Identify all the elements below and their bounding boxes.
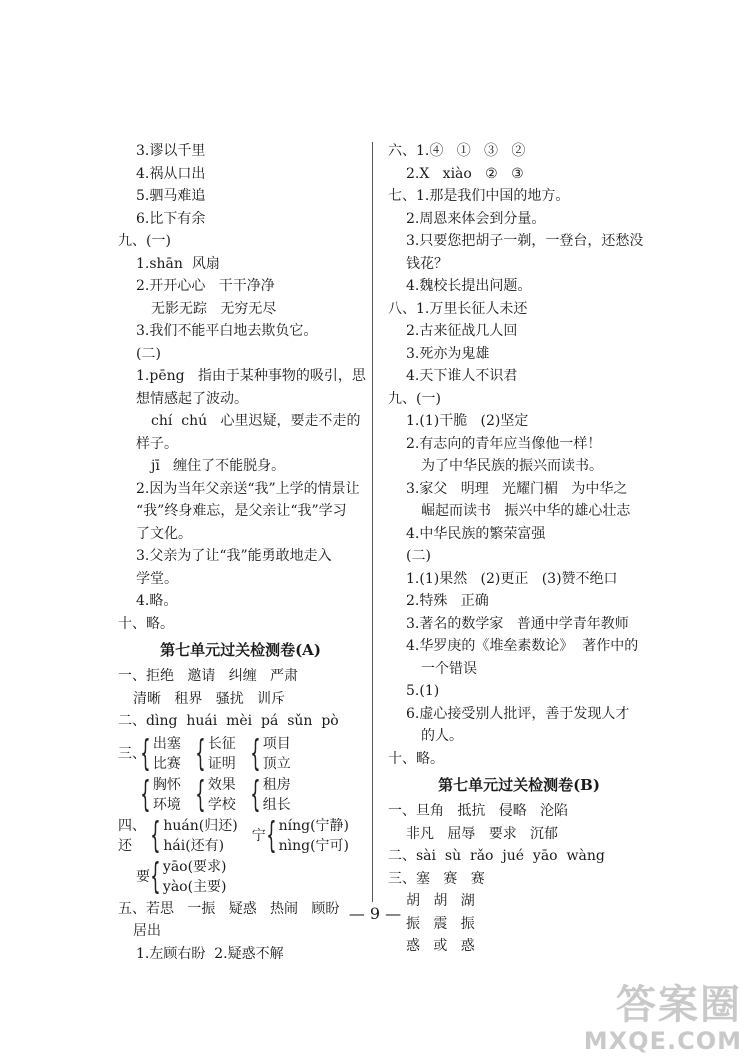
brace-icon: { [140, 773, 151, 815]
watermark-line: 答案圈 [616, 982, 742, 1028]
brace-icon: { [195, 773, 206, 815]
section-label: 四、还 [118, 817, 146, 854]
answer-line: 的人。 [421, 728, 463, 744]
answer-line: 为了中华民族的振兴而读书。 [421, 458, 603, 474]
answer-line: 4.中华民族的繁荣富强 [406, 525, 546, 542]
answer-line: 2.特殊 正确 [406, 593, 489, 609]
brace-item: yāo(要求) [162, 858, 227, 875]
answer-line: 2.因为当年父亲送“我”上学的情景让 [136, 480, 360, 497]
brace-prefix: 宁 [251, 827, 266, 844]
section-label: 三、 [118, 745, 146, 762]
section-subheading: (二) [136, 345, 161, 362]
answer-line: “我”终身难忘，是父亲让“我”学习 [136, 503, 347, 519]
brace-row [118, 816, 363, 856]
answer-line: 振 震 振 [406, 915, 475, 932]
answer-line: 1.左顾右盼 2.疑惑不解 [136, 945, 284, 962]
section-title-a: 第七单元过关检测卷(A) [160, 641, 321, 659]
answer-line: 1.pēng 指由于某种事物的吸引，思 [136, 368, 366, 384]
answer-line: 一个错误 [421, 660, 477, 677]
section-heading: 九、(一) [388, 390, 441, 407]
column-divider [372, 142, 373, 902]
brace-item: 效果 [207, 776, 236, 793]
answer-line: 4.祸从口出 [136, 165, 206, 182]
answer-line: 3.谬以千里 [136, 143, 206, 159]
brace-group [195, 734, 236, 774]
answer-line: chí chú 心里迟疑，要走不走的 [151, 413, 361, 429]
answer-line: 七、1.那是我们中国的地方。 [388, 188, 570, 204]
answer-line: 一、拒绝 邀请 纠缠 严肃 [118, 668, 299, 684]
answer-line: 钱花？ [406, 255, 448, 272]
brace-group [266, 816, 349, 856]
answer-line: 五、若思 一振 疑惑 热闹 顾盼 [118, 900, 340, 917]
brace-item: 学校 [207, 796, 236, 813]
page-number: — 9 — [348, 904, 402, 923]
brace-item: 组长 [262, 796, 291, 813]
answer-line: 学堂。 [136, 570, 178, 587]
answer-line: 4.魏校长提出问题。 [406, 278, 532, 294]
answer-line: 3.家父 明理 光耀门楣 为中华之 [406, 480, 628, 497]
answer-line: 3.死亦为鬼雄 [406, 345, 490, 362]
answer-line: 3.只要您把胡子一剃，一登台，还愁没 [406, 233, 644, 249]
answer-line: 居出 [133, 923, 161, 939]
brace-item: 顶立 [262, 755, 291, 772]
answer-line: 2.周恩来体会到分量。 [406, 210, 546, 227]
brace-group [140, 734, 181, 774]
answer-line: 无影无踪 无穷无尽 [151, 300, 277, 317]
brace-group [150, 816, 237, 856]
section-heading: 十、略。 [388, 750, 444, 767]
answer-line: 二、dìng huái mèi pá sǔn pò [118, 713, 339, 729]
answer-line: 二、sài sù rǎo jué yāo wàng [388, 848, 605, 864]
answer-line: 1.(1)干脆 (2)坚定 [406, 413, 529, 429]
brace-prefix: 要 [136, 868, 150, 885]
brace-row [118, 734, 363, 774]
answer-line: 了文化。 [136, 525, 192, 542]
answer-line: 6.虚心接受别人批评，善于发现人才 [406, 705, 630, 722]
answer-line: 1.(1)果然 (2)更正 (3)赞不绝口 [406, 570, 618, 587]
brace-item: nìng(宁可) [278, 837, 349, 854]
answer-line: 3.著名的数学家 普通中学青年教师 [406, 615, 629, 632]
brace-icon: { [140, 732, 151, 774]
brace-icon: { [150, 855, 161, 897]
brace-group [250, 775, 291, 815]
brace-icon: { [250, 732, 261, 774]
brace-item: 胸怀 [152, 776, 181, 793]
answer-line: 2.开开心心 干干净净 [136, 278, 275, 294]
section-heading: 九、(一) [118, 233, 171, 249]
left-column [118, 140, 366, 965]
answer-line: 一、旦角 抵抗 侵略 沦陷 [388, 803, 569, 819]
right-column [388, 140, 650, 958]
answer-line: 胡 胡 湖 [406, 893, 475, 909]
watermark-line: MXQE.COM [583, 1027, 742, 1055]
brace-item: hái(还有) [163, 837, 225, 854]
answer-line: 六、1.④ ① ③ ② [388, 143, 526, 159]
brace-row [118, 857, 363, 897]
brace-icon: { [195, 732, 206, 774]
section-title-b: 第七单元过关检测卷(B) [438, 776, 600, 794]
answer-line: 崛起而读书 振兴中华的雄心壮志 [421, 503, 631, 519]
section-heading: 十、略。 [118, 615, 174, 632]
answer-line: 想情感起了波动。 [136, 390, 248, 407]
brace-item: 出塞 [152, 735, 181, 752]
answer-line: 4.华罗庚的《堆垒素数论》 著作中的 [406, 638, 639, 654]
section-subheading: (二) [406, 548, 431, 564]
answer-line: 4.天下谁人不识君 [406, 368, 518, 384]
brace-item: 租房 [262, 776, 291, 793]
answer-line: 4.略。 [136, 593, 178, 609]
brace-icon: { [150, 814, 162, 856]
brace-item: 长征 [207, 735, 236, 752]
brace-item: níng(宁静) [278, 817, 349, 834]
answer-line: 清晰 租界 骚扰 训斥 [133, 690, 286, 707]
brace-item: 比赛 [152, 755, 181, 772]
brace-item: 项目 [262, 735, 291, 752]
watermark-logo [584, 983, 742, 1055]
brace-item: huán(归还) [163, 817, 238, 834]
brace-group [150, 857, 227, 897]
brace-icon: { [265, 814, 277, 856]
brace-group [250, 734, 291, 774]
answer-line: 2.古来征战几人回 [406, 323, 518, 339]
answer-line: 八、1.万里长征人未还 [388, 300, 528, 317]
brace-item: yào(主要) [162, 878, 227, 895]
answer-line: 三、塞 赛 赛 [388, 870, 485, 887]
answer-line: 5.(1) [406, 683, 440, 699]
answer-line: 惑 或 惑 [406, 938, 475, 954]
brace-group [195, 775, 236, 815]
answer-line: 3.父亲为了让“我”能勇敢地走入 [136, 548, 332, 564]
answer-line: 2.有志向的青年应当像他一样！ [406, 435, 602, 452]
answer-line: 3.我们不能平白地去欺负它。 [136, 323, 318, 339]
brace-item: 证明 [207, 755, 236, 772]
answer-line: 非凡 屈辱 要求 沉郁 [406, 825, 559, 842]
brace-icon: { [250, 773, 261, 815]
brace-row [118, 775, 363, 815]
answer-line: jī 缠住了不能脱身。 [151, 458, 286, 474]
answer-line: 2.X xiào ② ③ [406, 165, 524, 182]
answer-line: 样子。 [136, 435, 178, 452]
answer-line: 6.比下有余 [136, 210, 206, 227]
answer-line: 5.驷马难追 [136, 188, 206, 204]
brace-group [140, 775, 181, 815]
answer-line: 1.shān 风扇 [136, 255, 220, 272]
brace-item: 环境 [152, 796, 181, 813]
